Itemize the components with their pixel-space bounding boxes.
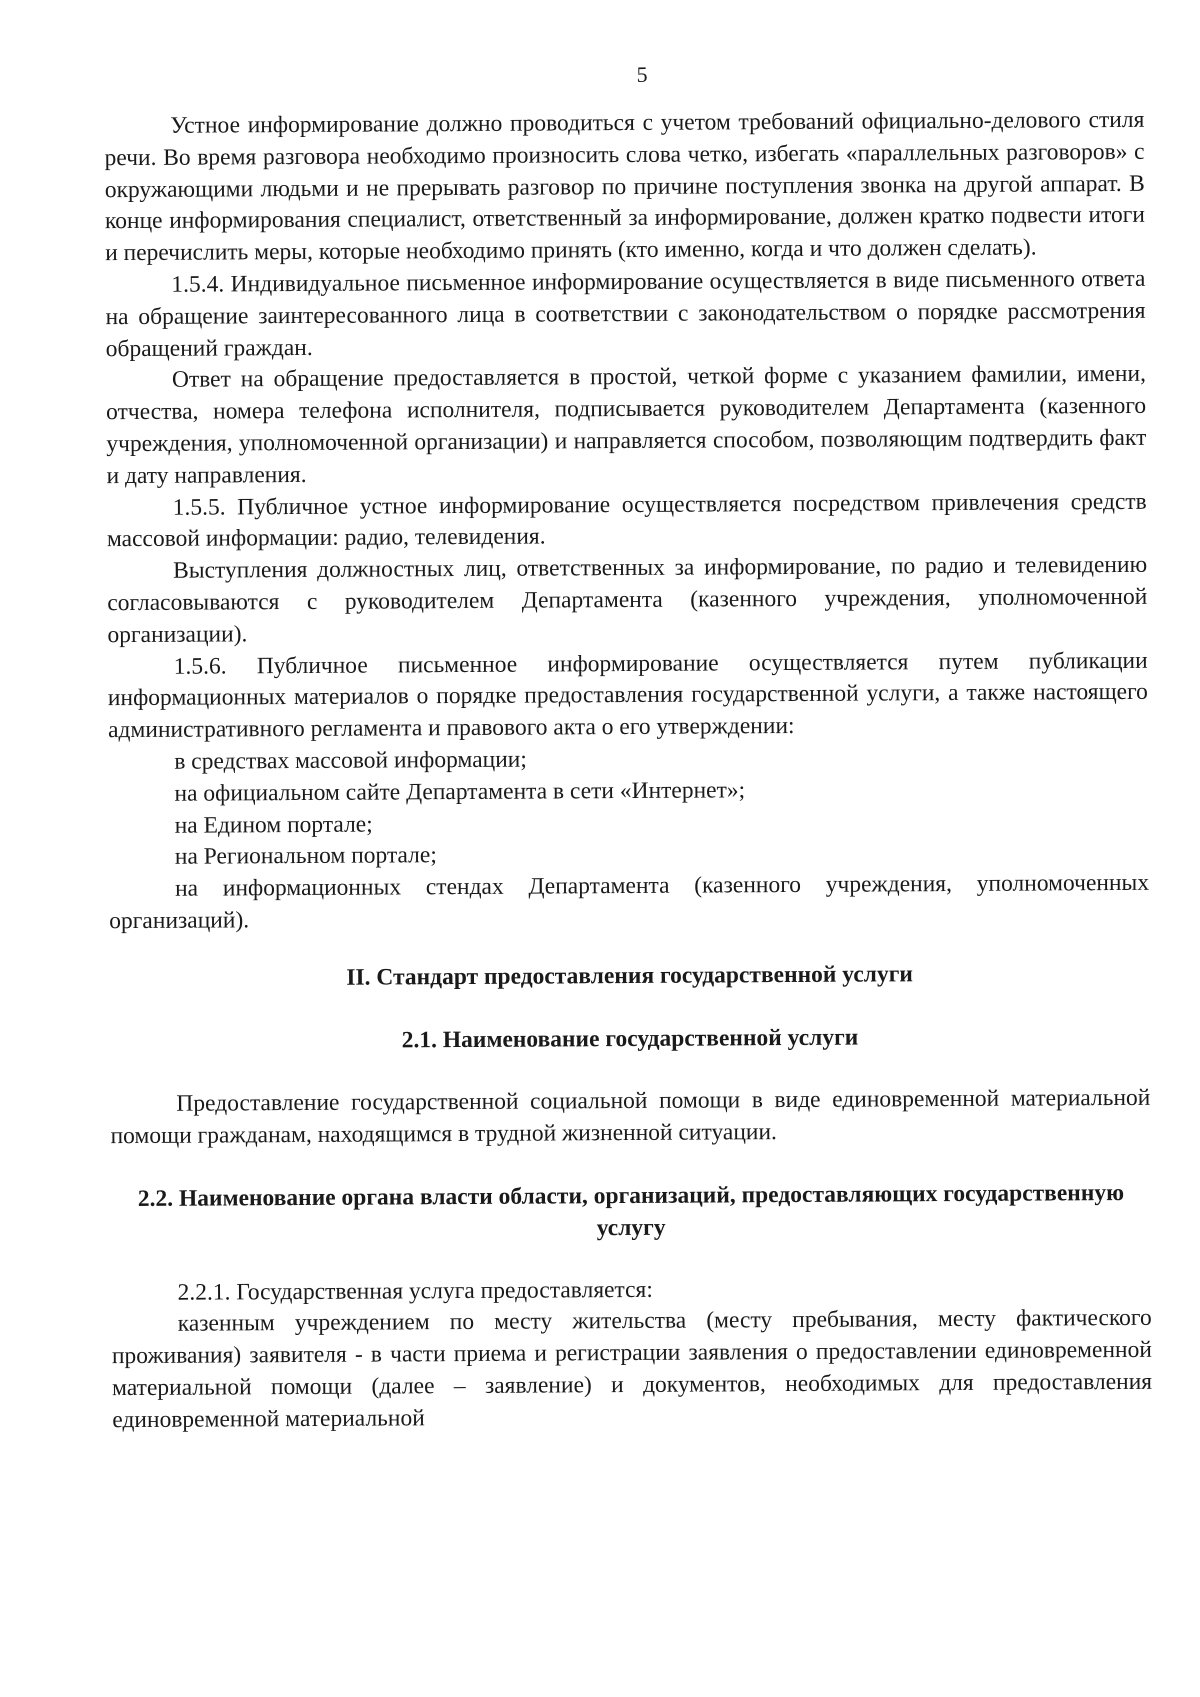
document-page: [104, 57, 1154, 1683]
list-item: на Едином портале;: [174, 811, 373, 839]
paragraph-kazennoe-uchrezhdenie: казенным учреждением по месту жительства (месту пребывания, месту фактического проживания) заявителя - в части приема и регистрации заявления о предоставлении единовременной материальной помощи (далее – заявление) и документов, необходимых для предоставления единовременной материальной: [111, 1305, 1153, 1433]
subsection-1-text: Предоставление государственной социальной помощи в виде единовременной материальной помощи гражданам, находящимся в трудной жизненной ситуации.: [110, 1085, 1151, 1150]
paragraph-1-5-5: 1.5.5. Публичное устное информирование осуществляется посредством привлечения средств массовой информации: радио, телевидения.: [106, 488, 1147, 553]
list-item: на официальном сайте Департамента в сети «Интернет»;: [174, 777, 746, 807]
paragraph-answer: Ответ на обращение предоставляется в простой, четкой форме с указанием фамилии, имени, отчества, номера телефона исполнителя, подписывается руководителем Департамента (казенного учреждения, уполномоченной организации) и направляется способом, позволяющим подтвердить факт и дату направления.: [106, 361, 1147, 489]
paragraph-speeches: Выступления должностных лиц, ответственных за информирование, по радио и телевидению согласовываются с руководителем Департамента (казенного учреждения, уполномоченной организации).: [107, 551, 1148, 648]
paragraph-1-5-6: 1.5.6. Публичное письменное информирование осуществляется путем публикации информационных материалов о порядке предоставления государственной услуги, а также настоящего административного регламента и правового акта о его утверждении:: [107, 647, 1148, 744]
paragraph-oral-informing: Устное информирование должно проводиться с учетом требований официально-делового стиля речи. Во время разговора необходимо произносить слова четко, избегать «параллельных разговоров» с окружающими людьми и не прерывать разговор по причине поступления звонка на другой аппарат. В конце информирования специалист, ответственный за информирование, должен кратко подвести итоги и перечислить меры, которые необходимо принять (кто именно, когда и что должен сделать).: [104, 106, 1146, 267]
page-number: 5: [636, 61, 648, 87]
subsection-1-title: 2.1. Наименование государственной услуги: [401, 1024, 859, 1053]
paragraph-2-2-1: 2.2.1. Государственная услуга предоставляется:: [177, 1276, 653, 1306]
section-title: II. Стандарт предоставления государственной услуги: [346, 960, 913, 991]
subsection-2-title: 2.2. Наименование органа власти области, организаций, предоставляющих государственную услугу: [137, 1179, 1125, 1241]
list-item: на Региональном портале;: [174, 842, 437, 871]
list-item-last: на информационных стендах Департамента (казенного учреждения, уполномоченных организаций).: [109, 869, 1150, 935]
paragraph-1-5-4: 1.5.4. Индивидуальное письменное информирование осуществляется в виде письменного ответа на обращение заинтересованного лица в соответствии с законодательством о порядке рассмотрения обращений граждан.: [105, 265, 1146, 362]
list-item: в средствах массовой информации;: [174, 746, 527, 775]
